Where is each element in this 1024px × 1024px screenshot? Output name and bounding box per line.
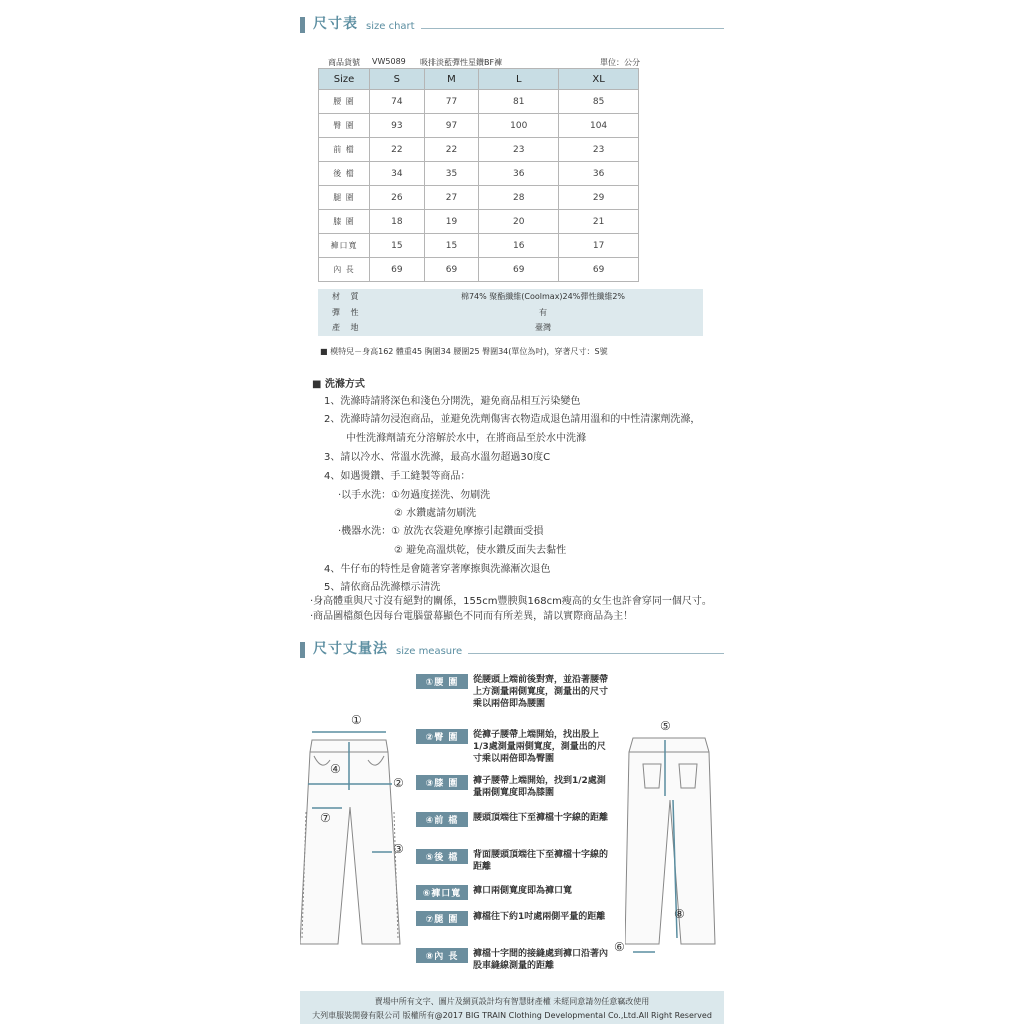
marker-6: ⑥ <box>614 940 625 954</box>
header-cell: Size <box>319 69 370 90</box>
row-label: 臀 圍 <box>319 114 370 138</box>
size-cell: 36 <box>479 162 559 186</box>
size-cell: 28 <box>479 186 559 210</box>
size-cell: 74 <box>370 90 425 114</box>
washing-line: ② 避免高溫烘乾，使水鑽反面失去黏性 <box>394 545 567 556</box>
size-cell: 93 <box>370 114 425 138</box>
size-cell: 26 <box>370 186 425 210</box>
footer-copyright-notice: 賣場中所有文字、圖片及網頁設計均有智慧財產權 未經同意請勿任意竊改使用 <box>374 997 650 1006</box>
origin-label: 產 地 <box>332 323 363 332</box>
washing-note: ‧身高體重與尺寸沒有絕對的關係，155cm豐腴與168cm瘦高的女生也許會穿同一個尺寸。 <box>310 596 712 607</box>
washing-title: ■ 洗滌方式 <box>312 379 365 390</box>
header-cell: XL <box>559 69 639 90</box>
measure-description: 褲檔往下約1吋處兩側平量的距離 <box>473 912 606 922</box>
origin-value: 臺灣 <box>535 323 551 332</box>
size-cell: 69 <box>479 258 559 282</box>
marker-8: ⑧ <box>674 907 685 921</box>
product-code: VW5089 <box>372 57 406 66</box>
measure-description: 從腰頭上端前後對齊，並沿著腰帶上方測量兩側寬度，測量出的尺寸乘以兩倍即為腰圍 <box>473 675 609 709</box>
marker-7: ⑦ <box>320 811 331 825</box>
size-cell: 29 <box>559 186 639 210</box>
size-chart-subtitle: size chart <box>366 21 415 32</box>
heading-divider <box>421 28 724 29</box>
origin-row <box>318 322 703 337</box>
size-cell: 27 <box>424 186 479 210</box>
size-table-row <box>319 186 639 210</box>
washing-line: ‧以手水洗：①勿過度搓洗、勿刷洗 <box>338 490 491 501</box>
unit-label: 單位：公分 <box>600 58 640 67</box>
heading-divider <box>468 653 724 654</box>
size-table-row <box>319 138 639 162</box>
elastic-label: 彈 性 <box>332 308 363 317</box>
size-measure-heading <box>300 638 724 658</box>
size-cell: 85 <box>559 90 639 114</box>
measure-label: ⑤後 檔 <box>416 849 468 864</box>
size-table-row <box>319 162 639 186</box>
measure-description: 背面腰頭頂端往下至褲檔十字線的距離 <box>473 850 609 872</box>
measure-label: ①腰 圍 <box>416 674 468 689</box>
measure-label: ⑧內 長 <box>416 948 468 963</box>
measure-description: 褲子腰帶上端開始，找到1/2處測量兩側寬度即為膝圍 <box>473 776 606 798</box>
size-cell: 81 <box>479 90 559 114</box>
elastic-value: 有 <box>539 308 547 317</box>
measure-label: ③膝 圍 <box>416 775 468 790</box>
footer <box>300 991 724 1024</box>
washing-line: 4、牛仔布的特性是會隨著穿著摩擦與洗滌漸次退色 <box>324 564 551 575</box>
size-cell: 104 <box>559 114 639 138</box>
product-label: 商品貨號 <box>328 58 360 67</box>
size-cell: 36 <box>559 162 639 186</box>
size-cell: 34 <box>370 162 425 186</box>
row-label: 膝 圍 <box>319 210 370 234</box>
jeans-back-illustration <box>625 730 725 960</box>
measure-label: ②臀 圍 <box>416 729 468 744</box>
size-table-header <box>319 69 639 90</box>
size-cell: 23 <box>479 138 559 162</box>
size-cell: 19 <box>424 210 479 234</box>
header-cell: M <box>424 69 479 90</box>
row-label: 後 檔 <box>319 162 370 186</box>
size-cell: 22 <box>424 138 479 162</box>
measure-description: 從褲子腰帶上端開始，找出股上1/3處測量兩側寬度，測量出的尺寸乘以兩倍即為臀圍 <box>473 730 606 764</box>
heading-bar <box>300 17 305 33</box>
size-cell: 100 <box>479 114 559 138</box>
marker-3: ③ <box>393 842 404 856</box>
row-label: 褲口寬 <box>319 234 370 258</box>
row-label: 腰 圍 <box>319 90 370 114</box>
material-value: 棉74% 聚酯纖維(Coolmax)24%彈性纖維2% <box>460 292 626 301</box>
size-table-row <box>319 210 639 234</box>
measure-description: 褲檔十字間的接縫處到褲口沿著內股車縫線測量的距離 <box>473 949 609 971</box>
washing-line: 中性洗滌劑請充分溶解於水中，在將商品至於水中洗滌 <box>346 433 586 444</box>
header-cell: S <box>370 69 425 90</box>
washing-line: ② 水鑽處請勿刷洗 <box>394 508 477 519</box>
washing-note: ‧商品圖檔顏色因每台電腦螢幕顯色不同而有所差異，請以實際商品為主！ <box>310 611 634 622</box>
washing-line: ‧機器水洗：① 放洗衣袋避免摩擦引起鑽面受損 <box>338 526 544 537</box>
size-cell: 15 <box>424 234 479 258</box>
size-cell: 23 <box>559 138 639 162</box>
marker-2: ② <box>393 776 404 790</box>
washing-line: 2、洗滌時請勿浸泡商品，並避免洗劑傷害衣物造成退色請用溫和的中性清潔劑洗滌， <box>324 414 701 425</box>
size-cell: 69 <box>559 258 639 282</box>
marker-5: ⑤ <box>660 719 671 733</box>
footer-company: 大列車服裝開發有限公司 版權所有@2017 BIG TRAIN Clothing Developmental Co.,Ltd.All Right Reserved <box>312 1011 712 1020</box>
size-cell: 17 <box>559 234 639 258</box>
size-table <box>318 68 639 282</box>
size-table-row <box>319 234 639 258</box>
heading-bar <box>300 642 305 658</box>
measure-label: ⑥褲口寬 <box>416 885 468 900</box>
model-note: ■ 模特兒－身高162 體重45 胸圍34 腰圍25 臀圍34(單位為吋)，穿著尺寸：S號 <box>320 347 608 356</box>
size-cell: 21 <box>559 210 639 234</box>
size-cell: 69 <box>370 258 425 282</box>
size-cell: 77 <box>424 90 479 114</box>
size-measure-title: 尺寸丈量法 <box>313 641 388 657</box>
marker-1: ① <box>351 713 362 727</box>
marker-4: ④ <box>330 762 341 776</box>
material-row <box>318 291 703 306</box>
elastic-row <box>318 307 703 322</box>
washing-line: 5、請依商品洗滌標示清洗 <box>324 582 441 593</box>
washing-line: 4、如遇燙鑽、手工縫製等商品： <box>324 471 471 482</box>
row-label: 腿 圍 <box>319 186 370 210</box>
washing-line: 3、請以冷水、常溫水洗滌，最高水溫勿超過30度C <box>324 452 551 463</box>
measure-description: 腰頭頂端往下至褲檔十字線的距離 <box>473 813 609 823</box>
material-panel <box>318 289 703 336</box>
size-chart-heading <box>300 13 724 33</box>
washing-line: 1、洗滌時請將深色和淺色分開洗，避免商品相互污染變色 <box>324 396 581 407</box>
size-table-row <box>319 114 639 138</box>
header-cell: L <box>479 69 559 90</box>
size-cell: 20 <box>479 210 559 234</box>
size-chart-title: 尺寸表 <box>313 16 358 32</box>
size-cell: 16 <box>479 234 559 258</box>
size-measure-subtitle: size measure <box>396 646 463 657</box>
product-name: 吸排淡藍彈性星鑽BF褲 <box>420 58 503 67</box>
measure-label: ⑦腿 圍 <box>416 911 468 926</box>
size-cell: 35 <box>424 162 479 186</box>
material-label: 材 質 <box>332 292 363 301</box>
row-label: 前 檔 <box>319 138 370 162</box>
size-cell: 15 <box>370 234 425 258</box>
measure-label: ④前 檔 <box>416 812 468 827</box>
size-table-row <box>319 258 639 282</box>
size-table-row <box>319 90 639 114</box>
size-cell: 69 <box>424 258 479 282</box>
measure-description: 褲口兩側寬度即為褲口寬 <box>473 886 573 896</box>
size-cell: 97 <box>424 114 479 138</box>
size-cell: 18 <box>370 210 425 234</box>
row-label: 內 長 <box>319 258 370 282</box>
size-cell: 22 <box>370 138 425 162</box>
